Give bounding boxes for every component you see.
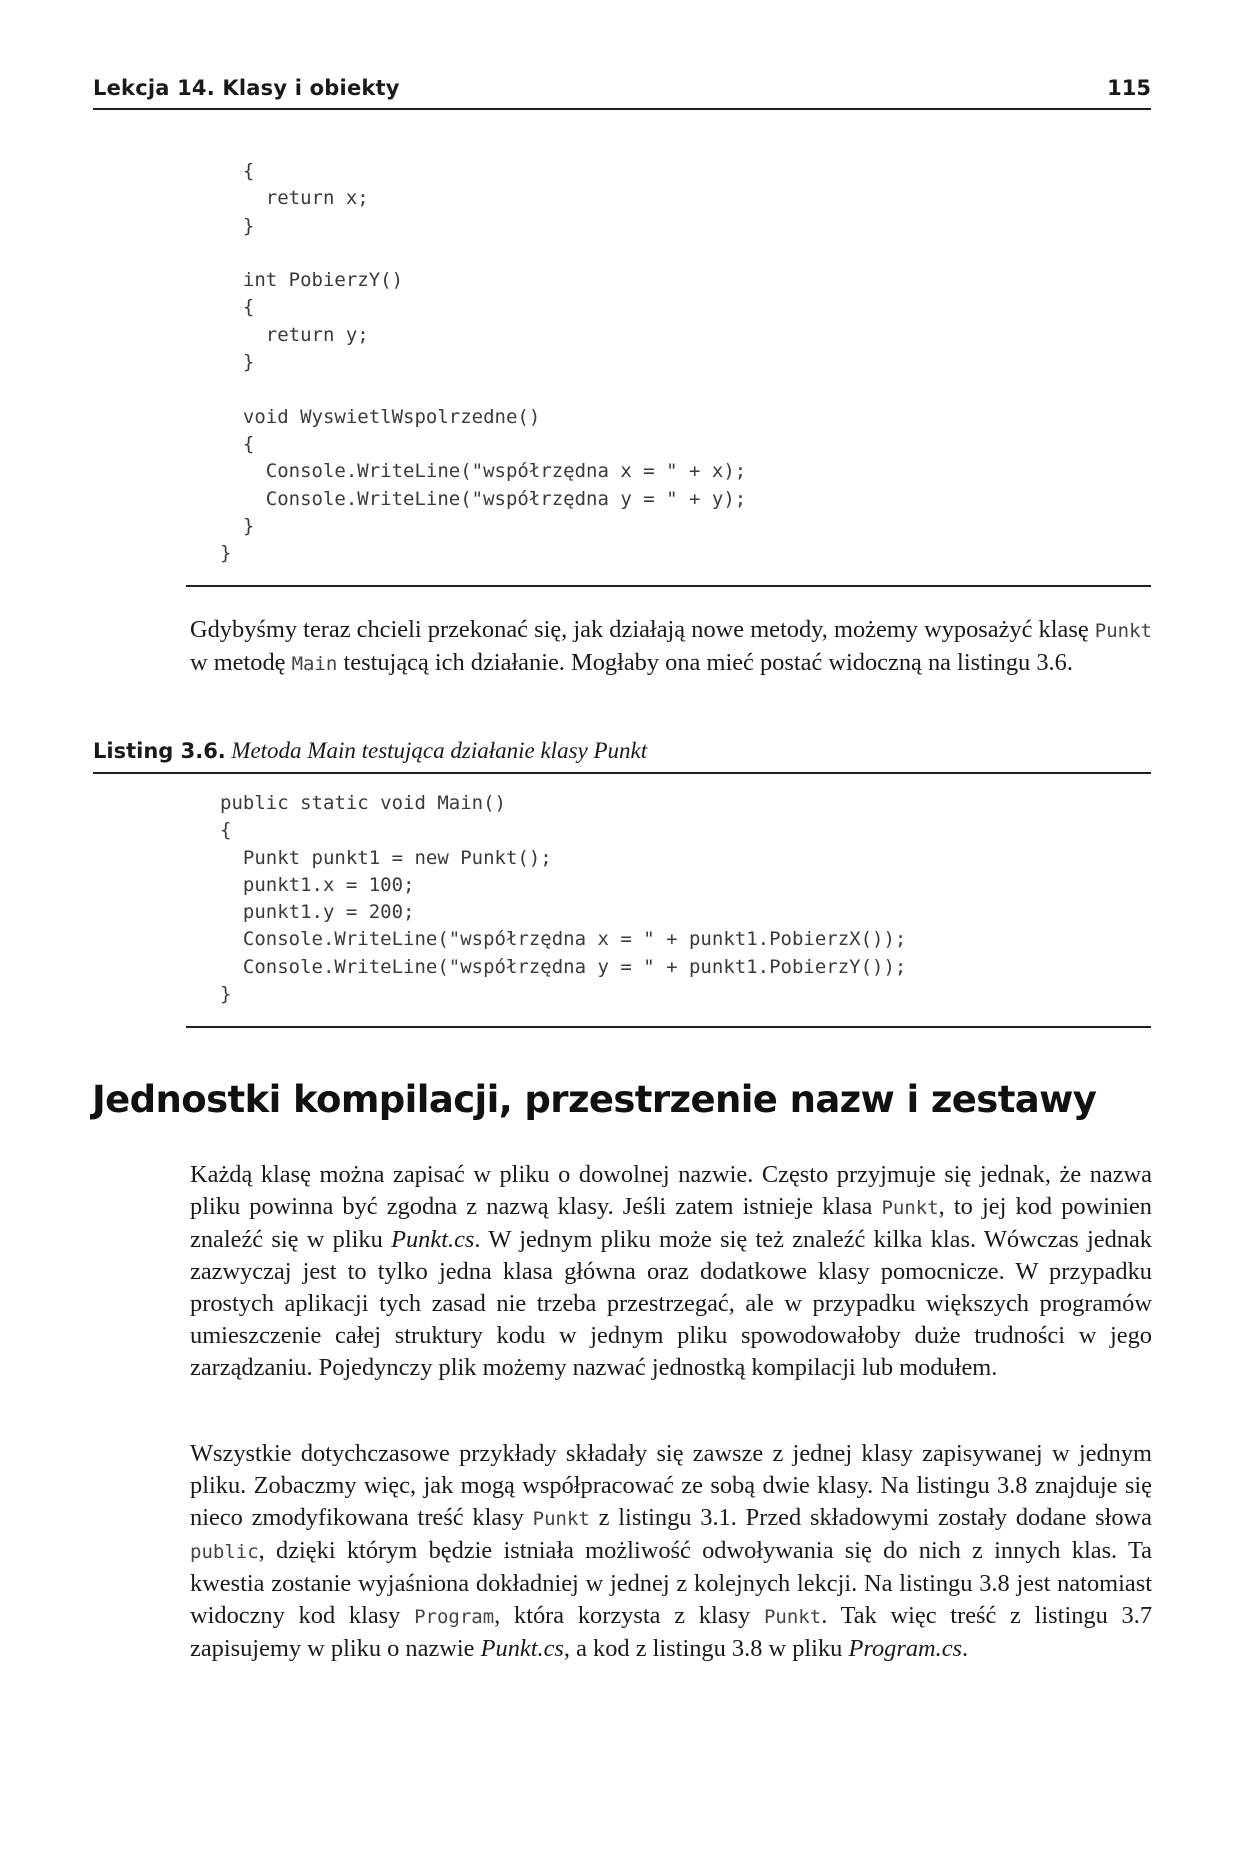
code-line: return x; [220, 187, 369, 210]
section-heading: Jednostki kompilacji, przestrzenie nazw i zestawy [92, 1078, 1097, 1121]
page-number: 115 [1107, 76, 1151, 100]
listing-end-rule [186, 585, 1151, 587]
code-line: punkt1.y = 200; [220, 901, 415, 924]
listing-caption [93, 738, 1151, 774]
code-line: punkt1.x = 100; [220, 873, 415, 896]
text-run: , a kod z listingu 3.8 w pliku [563, 1635, 849, 1662]
running-header [93, 74, 1151, 110]
text-run: , to jej kod powinien znaleźć się w pliku [190, 1193, 1152, 1253]
italic-filename: Punkt.cs [480, 1635, 564, 1662]
code-line: } [220, 514, 255, 537]
code-line: } [220, 983, 232, 1006]
text-run: . [962, 1635, 969, 1662]
code-line [220, 240, 746, 267]
text-run: Gdybyśmy teraz chcieli przekonać się, jak działają nowe metody, możemy wyposażyć klasę [190, 616, 1095, 643]
code-line: { [220, 160, 255, 182]
text-run: , która korzysta z klasy [494, 1602, 764, 1629]
code-line: } [220, 351, 255, 374]
text-run: Każdą klasę można zapisać w pliku o dowolnej nazwie. Często przyjmuje się jednak, że nazwa pliku powinna być zgodna z nazwą klasy. Jeśli zatem istnieje klasa [190, 1161, 1152, 1220]
italic-filename: Program.cs [848, 1635, 963, 1662]
code-line: public static void Main() [220, 792, 506, 814]
code-line: { [220, 819, 232, 842]
code-line: return y; [220, 323, 369, 346]
code-line: } [220, 542, 232, 565]
body-paragraph [190, 1438, 1152, 1665]
code-line [220, 376, 746, 403]
code-line: void WyswietlWspolrzedne() [220, 405, 541, 428]
code-line: int PobierzY() [220, 269, 404, 292]
inline-code: Main [291, 653, 338, 675]
code-line: { [220, 432, 255, 455]
listing-label: Listing 3.6. [93, 739, 226, 763]
text-run: . W jednym pliku może się też znaleźć kilka klas. Wówczas jednak zazwyczaj jest to tylko jedna klasa główna oraz dodatkowe klasy pomocnicze. W przypadku prostych aplikacji tych zasad nie trzeba przestrzegać, ale w przypadku większych programów umieszczenie całej struktury kodu w jednym pliku spowodowałoby duże trudności w jego zarządzaniu. Pojedynczy plik możemy nazwać jednostką kompilacji lub modułem. [190, 1226, 1152, 1381]
code-listing-3-6 [220, 790, 906, 1008]
text-run: Wszystkie dotychczasowe przykłady składały się zawsze z jednej klasy zapisywanej w jednym pliku. Zobaczmy więc, jak mogą współpracować ze sobą dwie klasy. Na listingu 3.8 znajduje się nieco zmodyfikowana treść klasy [190, 1440, 1152, 1531]
code-line: Punkt punkt1 = new Punkt(); [220, 846, 552, 869]
listing-title: Metoda Main testująca działanie klasy Punkt [231, 738, 648, 763]
listing-end-rule [186, 1026, 1151, 1028]
code-line: Console.WriteLine("współrzędna y = " + y); [220, 487, 747, 510]
italic-filename: Punkt.cs [391, 1226, 475, 1253]
body-paragraph [190, 614, 1152, 680]
inline-code: Punkt [532, 1508, 590, 1530]
text-run: . Tak więc treść z listingu 3.7 zapisujemy w pliku o nazwie [190, 1602, 1153, 1662]
chapter-title: Lekcja 14. Klasy i obiekty [93, 76, 400, 100]
code-line: Console.WriteLine("współrzędna x = " + x); [220, 460, 747, 483]
code-line: } [220, 214, 255, 237]
text-run: z listingu 3.1. Przed składowymi zostały dodane słowa [589, 1504, 1152, 1531]
text-run: testującą ich działanie. Mogłaby ona mieć postać widoczną na listingu 3.6. [337, 649, 1073, 676]
inline-code: public [190, 1541, 259, 1563]
inline-code: Punkt [763, 1606, 822, 1628]
code-listing-continuation [220, 158, 746, 567]
inline-code: Punkt [881, 1197, 939, 1219]
code-line: Console.WriteLine("współrzędna y = " + punkt1.PobierzY()); [220, 955, 907, 978]
code-line: { [220, 296, 255, 319]
inline-code: Program [414, 1606, 495, 1628]
inline-code: Punkt [1094, 620, 1152, 642]
text-run: w metodę [190, 649, 292, 676]
code-line: Console.WriteLine("współrzędna x = " + punkt1.PobierzX()); [220, 928, 907, 951]
text-run: , dzięki którym będzie istniała możliwość odwoływania się do nich z innych klas. Ta kwestia zostanie wyjaśniona dokładniej w jednej z kolejnych lekcji. Na listingu 3.8 jest natomiast widoczny kod klasy [190, 1537, 1152, 1629]
body-paragraph [190, 1159, 1152, 1384]
